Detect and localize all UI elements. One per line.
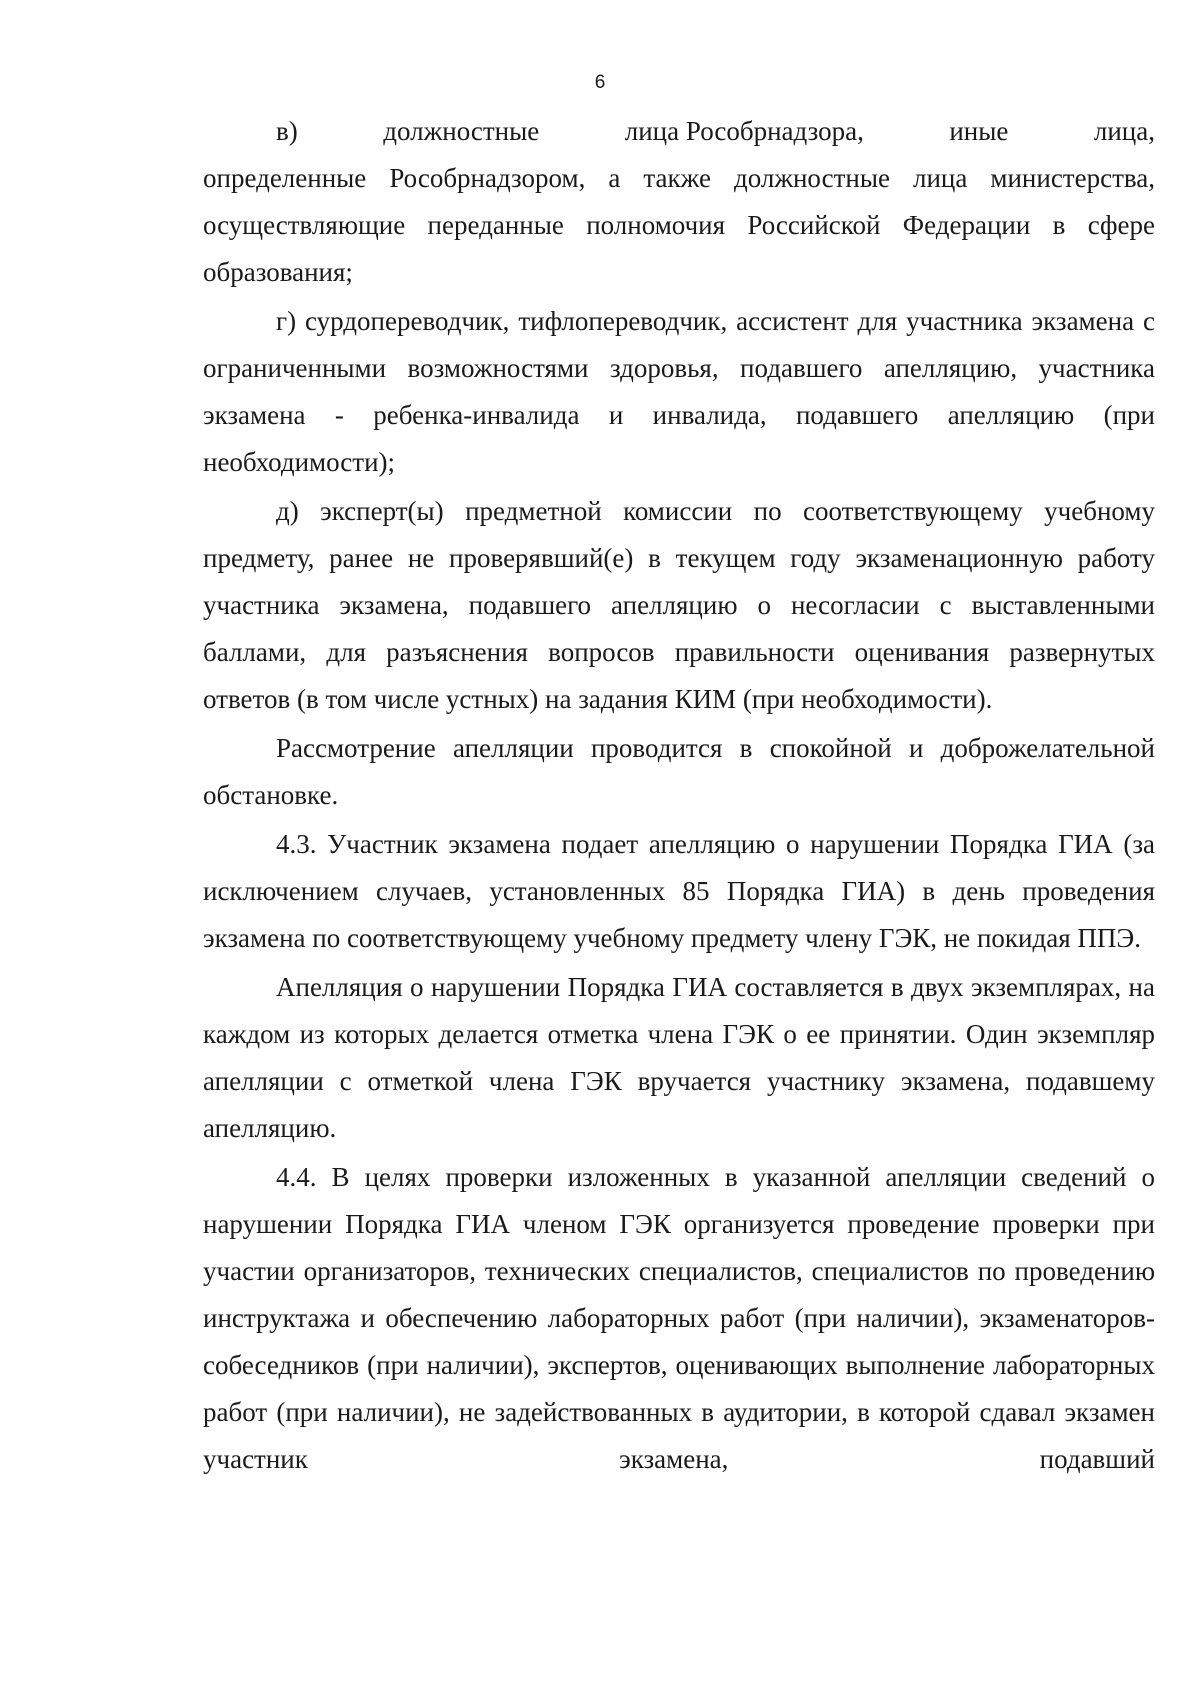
paragraph-4-3: 4.3. Участник экзамена подает апелляцию о нарушении Порядка ГИА (за исключением случаев, установленных 85 Порядка ГИА) в день проведения экзамена по соответствующему учебному предмету члену ГЭК, не покидая ППЭ. bbox=[203, 829, 1155, 953]
word: должностные bbox=[383, 116, 540, 146]
paragraph-d: д) эксперт(ы) предметной комиссии по соответствующему учебному предмету, ранее не проверявший(е) в текущем году экзаменационную работу участника экзамена, подавшего апелляцию о несогласии с выставленными баллами, для разъяснения вопросов правильности оценивания развернутых ответов (в том числе устных) на задания КИМ (при необходимости). bbox=[203, 496, 1155, 714]
word: лица Рособрнадзора, bbox=[624, 116, 864, 146]
page-number: 6 bbox=[594, 72, 606, 93]
word: в) bbox=[276, 116, 298, 146]
paragraph-4-4: 4.4. В целях проверки изложенных в указанной апелляции сведений о нарушении Порядка ГИА членом ГЭК организуется проведение проверки при участии организаторов, технических специалистов, специалистов по проведению инструктажа и обеспечению лабораторных работ (при наличии), экзаменаторов-собеседников (при наличии), экспертов, оценивающих выполнение лабораторных работ (при наличии), не задействованных в аудитории, в которой сдавал экзамен участник экзамена, подавший bbox=[203, 1162, 1155, 1474]
word: иные bbox=[949, 116, 1009, 146]
paragraph-v bbox=[203, 108, 1155, 296]
paragraph-v-rest: определенные Рособрнадзором, а также должностные лица министерства, осуществляющие переданные полномочия Российской Федерации в сфере образования; bbox=[203, 163, 1155, 287]
paragraph-v-first-line bbox=[130, 108, 1155, 155]
word: лица, bbox=[1093, 116, 1155, 146]
paragraph-review: Рассмотрение апелляции проводится в спокойной и доброжелательной обстановке. bbox=[203, 733, 1155, 810]
paragraph-appeal: Апелляция о нарушении Порядка ГИА составляется в двух экземплярах, на каждом из которых делается отметка члена ГЭК о ее принятии. Один экземпляр апелляции с отметкой члена ГЭК вручается участнику экзамена, подавшему апелляцию. bbox=[203, 972, 1155, 1143]
paragraph-g: г) сурдопереводчик, тифлопереводчик, ассистент для участника экзамена с ограниченными возможностями здоровья, подавшего апелляцию, участника экзамена - ребенка-инвалида и инвалида, подавшего апелляцию (при необходимости); bbox=[203, 306, 1155, 477]
document-body bbox=[203, 108, 1155, 1485]
